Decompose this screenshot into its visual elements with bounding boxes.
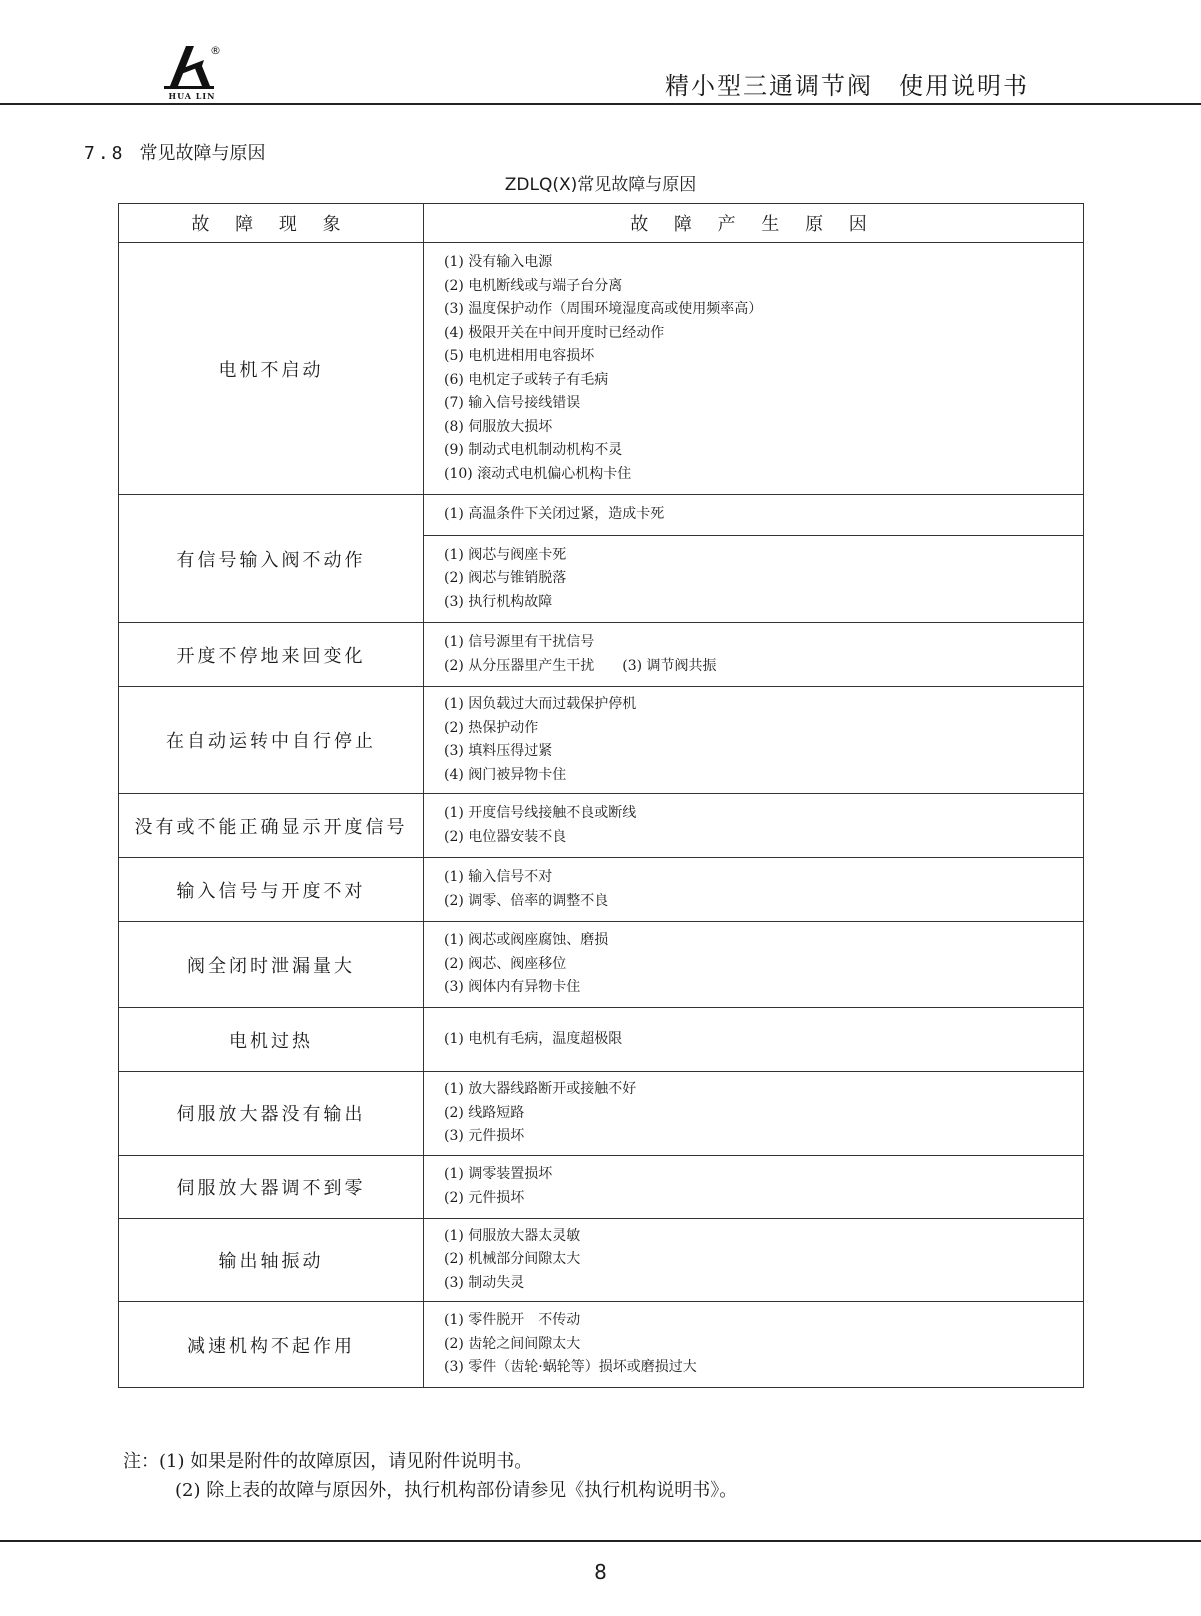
table-row — [119, 794, 1084, 858]
fault-table-body — [119, 243, 1084, 1388]
fault-symptom: 开度不停地来回变化 — [119, 623, 424, 687]
table-row — [119, 1155, 1084, 1218]
table-row — [119, 495, 1084, 536]
cause-item: (3) 制动失灵 — [444, 1274, 525, 1291]
cause-item: (7) 输入信号接线错误 — [444, 395, 581, 411]
cause-item: (2) 元件损坏 — [444, 1189, 525, 1206]
cause-item: (10) 滚动式电机偏心机构卡住 — [444, 465, 632, 482]
fault-symptom: 电机过热 — [119, 1008, 424, 1072]
fault-symptom: 输出轴振动 — [119, 1218, 424, 1302]
fault-symptom: 电机不启动 — [119, 243, 424, 495]
cause-item: (1) 伺服放大器太灵敏 — [444, 1227, 581, 1244]
fault-symptom: 没有或不能正确显示开度信号 — [119, 794, 424, 858]
cause-item: (2) 电机断线或与端子台分离 — [444, 277, 623, 294]
fault-causes — [424, 687, 1084, 794]
cause-item: (9) 制动式电机制动机构不灵 — [444, 442, 623, 458]
fault-causes — [424, 495, 1084, 536]
table-row — [119, 1008, 1084, 1072]
note-label: 注： — [123, 1451, 159, 1472]
cause-item: (1) 没有输入电源 — [444, 254, 553, 270]
table-row — [119, 1072, 1084, 1156]
cause-item: (3) 执行机构故障 — [444, 593, 553, 610]
cause-item: (8) 伺服放大损坏 — [444, 418, 553, 435]
fault-causes — [424, 1008, 1084, 1072]
registered-mark: ® — [210, 44, 221, 57]
header-rule — [0, 103, 1201, 105]
table-row — [119, 687, 1084, 794]
fault-causes — [424, 623, 1084, 687]
section-title: 常见故障与原因 — [139, 143, 266, 164]
logo-mark-icon — [164, 44, 214, 90]
cause-item: (2) 阀芯、阀座移位 — [444, 955, 567, 972]
table-row — [119, 922, 1084, 1008]
table-title: ZDLQ(X)常见故障与原因 — [504, 175, 697, 195]
cause-item: (2) 阀芯与锥销脱落 — [444, 570, 567, 587]
cause-item: (3) 元件损坏 — [444, 1128, 525, 1144]
fault-causes — [424, 1155, 1084, 1218]
cause-item: (5) 电机进相用电容损坏 — [444, 348, 595, 364]
header-cause: 故 障 产 生 原 因 — [424, 204, 1084, 243]
cause-item: (4) 极限开关在中间开度时已经动作 — [444, 324, 665, 341]
cause-item: (2) 调零、倍率的调整不良 — [444, 892, 609, 909]
fault-symptom: 伺服放大器调不到零 — [119, 1155, 424, 1218]
cause-item: (2) 机械部分间隙太大 — [444, 1251, 581, 1267]
fault-causes — [424, 1218, 1084, 1302]
cause-item: (1) 调零装置损坏 — [444, 1166, 553, 1182]
cause-item: (1) 电机有毛病，温度超极限 — [444, 1030, 623, 1047]
cause-item: (4) 阀门被异物卡住 — [444, 766, 567, 783]
cause-item: (1) 阀芯或阀座腐蚀、磨损 — [444, 932, 609, 949]
cause-item: (2) 齿轮之间间隙太大 — [444, 1335, 581, 1352]
fault-causes — [424, 1072, 1084, 1156]
fault-symptom: 在自动运转中自行停止 — [119, 687, 424, 794]
cause-item: (2) 电位器安装不良 — [444, 828, 567, 845]
cause-item: (1) 开度信号线接触不良或断线 — [444, 805, 637, 821]
table-row — [119, 1218, 1084, 1302]
cause-item: (2) 热保护动作 — [444, 719, 539, 736]
cause-item: (1) 输入信号不对 — [444, 869, 553, 885]
cause-item: (6) 电机定子或转子有毛病 — [444, 371, 609, 388]
page-number: 8 — [594, 1560, 607, 1584]
table-row — [119, 1302, 1084, 1388]
hualin-logo — [164, 44, 224, 102]
fault-causes — [424, 243, 1084, 495]
section-number: 7.8 — [84, 143, 126, 164]
fault-causes — [424, 922, 1084, 1008]
note-item: (2) 除上表的故障与原因外，执行机构部份请参见《执行机构说明书》。 — [175, 1480, 738, 1501]
fault-symptom: 阀全闭时泄漏量大 — [119, 922, 424, 1008]
table-row — [119, 858, 1084, 922]
cause-item: (1) 零件脱开 不传动 — [444, 1312, 581, 1329]
document-title: 精小型三通调节阀 使用说明书 — [665, 72, 1029, 100]
fault-causes — [424, 536, 1084, 623]
cause-item: (3) 阀体内有异物卡住 — [444, 979, 581, 996]
cause-item: (2) 从分压器里产生干扰 (3) 调节阀共振 — [444, 657, 717, 674]
cause-item: (3) 温度保护动作（周围环境湿度高或使用频率高） — [444, 301, 763, 317]
note-item: (1) 如果是附件的故障原因，请见附件说明书。 — [159, 1451, 533, 1472]
table-row — [119, 243, 1084, 495]
section-heading — [84, 139, 266, 165]
cause-item: (2) 线路短路 — [444, 1104, 525, 1121]
fault-causes — [424, 1302, 1084, 1388]
notes — [123, 1447, 737, 1505]
fault-symptom: 伺服放大器没有输出 — [119, 1072, 424, 1156]
header-symptom: 故 障 现 象 — [119, 204, 424, 243]
fault-symptom: 有信号输入阀不动作 — [119, 495, 424, 623]
cause-item: (1) 信号源里有干扰信号 — [444, 634, 595, 650]
cause-item: (1) 放大器线路断开或接触不好 — [444, 1081, 637, 1097]
table-header-row — [119, 204, 1084, 243]
fault-causes — [424, 794, 1084, 858]
cause-item: (3) 零件（齿轮·蜗轮等）损坏或磨损过大 — [444, 1359, 697, 1376]
cause-item: (1) 阀芯与阀座卡死 — [444, 546, 567, 563]
fault-symptom: 输入信号与开度不对 — [119, 858, 424, 922]
fault-table — [118, 203, 1084, 1388]
cause-item: (3) 填料压得过紧 — [444, 743, 553, 759]
cause-item: (1) 因负载过大而过载保护停机 — [444, 696, 637, 712]
footer-rule — [0, 1540, 1201, 1542]
cause-item: (1) 高温条件下关闭过紧，造成卡死 — [444, 506, 665, 523]
fault-causes — [424, 858, 1084, 922]
logo-text: HUA LIN — [168, 91, 216, 101]
fault-symptom: 减速机构不起作用 — [119, 1302, 424, 1388]
table-row — [119, 623, 1084, 687]
